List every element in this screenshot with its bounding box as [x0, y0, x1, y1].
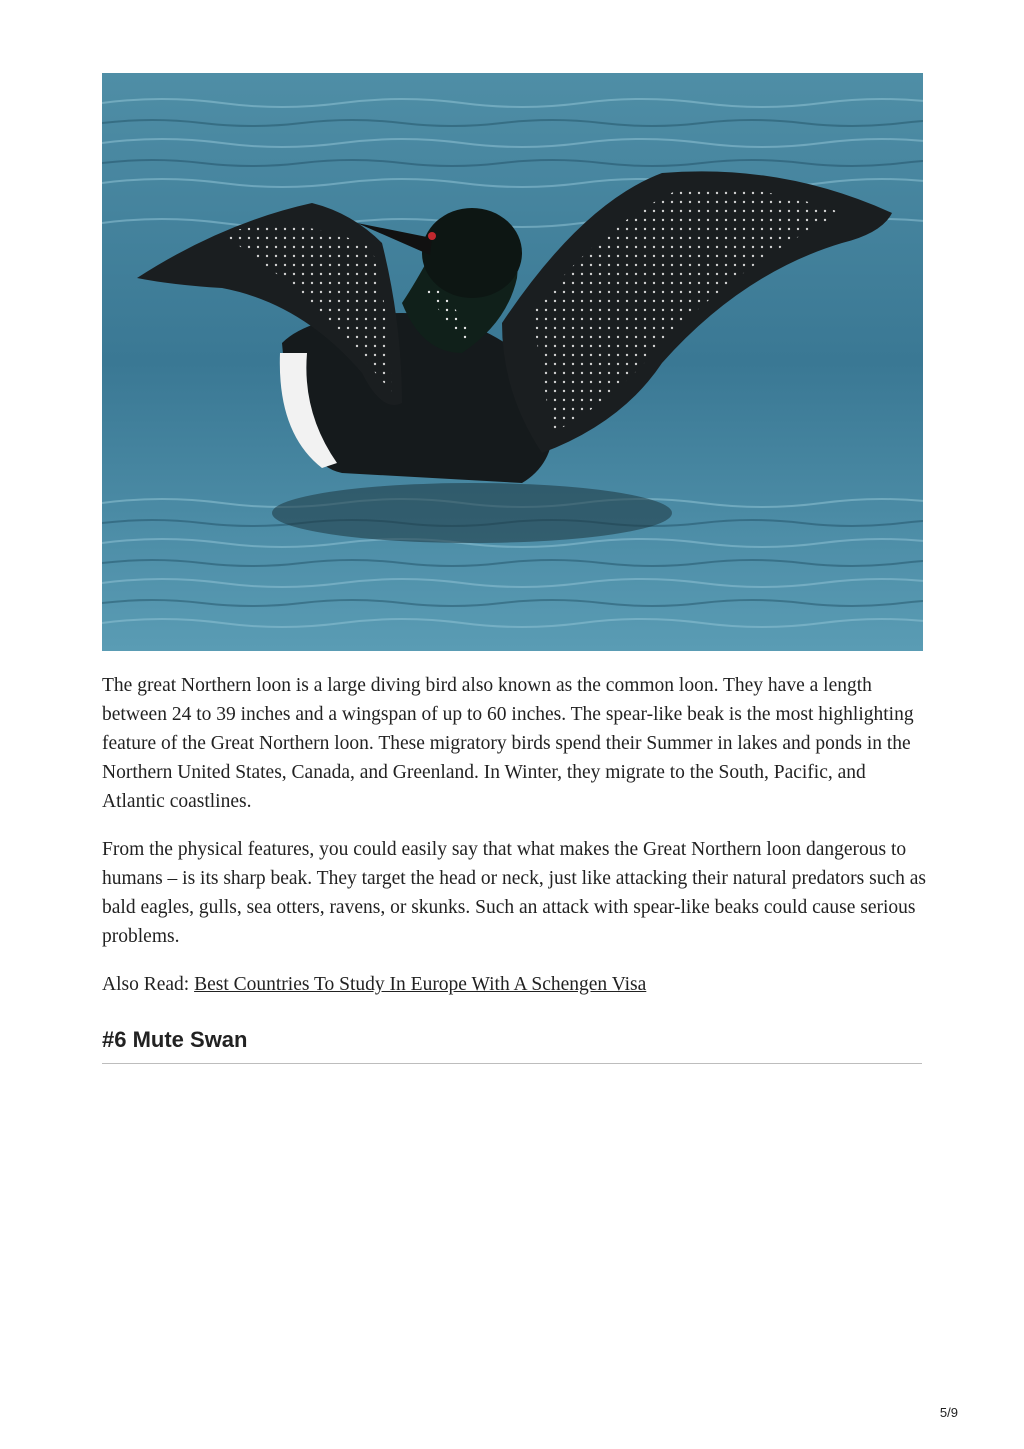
article-body: [102, 671, 932, 1018]
loon-photo: [102, 73, 923, 651]
page-number: 5/9: [939, 1405, 958, 1420]
paragraph-loon-danger: From the physical features, you could easily say that what makes the Great Northern loon dangerous to humans – is its sharp beak. They target the head or neck, just like attacking their natural predators such as bald eagles, gulls, sea otters, ravens, or skunks. Such an attack with spear-like beaks could cause serious problems.: [102, 839, 926, 947]
also-read-link[interactable]: Best Countries To Study In Europe With A Schengen Visa: [194, 974, 647, 995]
also-read-prefix: Also Read:: [102, 974, 195, 995]
also-read-line: [102, 970, 932, 999]
section-heading: #6 Mute Swan: [102, 1025, 922, 1064]
paragraph-loon-description: The great Northern loon is a large diving bird also known as the common loon. They have a length between 24 to 39 inches and a wingspan of up to 60 inches. The spear-like beak is the most highlighting feature of the Great Northern loon. These migratory birds spend their Summer in lakes and ponds in the Northern United States, Canada, and Greenland. In Winter, they migrate to the South, Pacific, and Atlantic coastlines.: [102, 675, 914, 812]
